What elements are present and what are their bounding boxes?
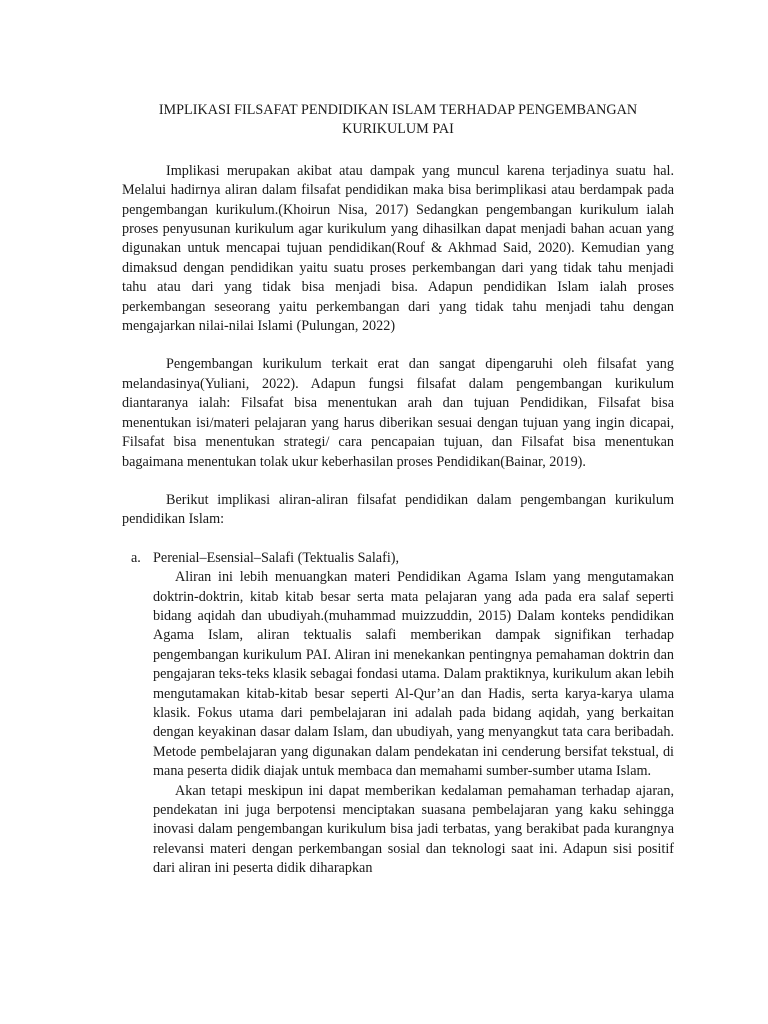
document-title: IMPLIKASI FILSAFAT PENDIDIKAN ISLAM TERHADAP PENGEMBANGAN KURIKULUM PAI <box>158 102 638 138</box>
list-item-heading: Perenial–Esensial–Salafi (Tektualis Salafi), <box>153 549 400 566</box>
list-item-paragraph: Akan tetapi meskipun ini dapat memberikan kedalaman pemahaman terhadap ajaran, pendekatan ini juga berpotensi menciptakan suasana pembelajaran yang kaku sehingga inovasi dalam pengembangan kurikulum bisa jadi terbatas, yang berakibat pada kurangnya relevansi materi dengan perkembangan sosial dan teknologi saat ini. Adapun sisi positif dari aliran ini peserta didik diharapkan <box>153 782 674 877</box>
curriculum-philosophy-paragraph: Pengembangan kurikulum terkait erat dan sangat dipengaruhi oleh filsafat yang melandasinya(Yuliani, 2022). Adapun fungsi filsafat dalam pengembangan kurikulum diantaranya ialah: Filsafat bisa menentukan arah dan tujuan Pendidikan, Filsafat bisa menentukan isi/materi pelajaran yang harus diberikan sesuai dengan tujuan yang ingin dicapai, Filsafat bisa menentukan strategi/ cara pencapaian tujuan, dan Filsafat bisa menentukan bagaimana menentukan tolak ukur keberhasilan proses Pendidikan(Bainar, 2019). <box>122 356 674 470</box>
list-intro-paragraph: Berikut implikasi aliran-aliran filsafat pendidikan dalam pengembangan kurikulum pendidikan Islam: <box>122 491 674 528</box>
list-item-marker: a. <box>131 549 141 566</box>
list-item-paragraph: Aliran ini lebih menuangkan materi Pendidikan Agama Islam yang mengutamakan doktrin-doktrin, kitab kitab besar serta mata pelajaran yang ada pada era salaf seperti bidang aqidah dan ubudiyah.(muhammad muizzuddin, 2015) Dalam konteks pendidikan Agama Islam, aliran tektualis salafi memberikan dampak signifikan terhadap pengembangan kurikulum PAI. Aliran ini menekankan pentingnya pemahaman doktrin dan pengajaran teks-teks klasik sebagai fondasi utama. Dalam praktiknya, kurikulum akan lebih mengutamakan kitab-kitab besar seperti Al-Qur’an dan Hadis, serta karya-karya ulama klasik. Fokus utama dari pembelajaran ini adalah pada bidang aqidah, yang berkaitan dengan keyakinan dasar dalam Islam, dan ubudiyah, yang menyangkut tata cara beribadah. Metode pembelajaran yang digunakan dalam pendekatan ini cenderung bersifat tekstual, di mana peserta didik diajak untuk membaca dan memahami sumber-sumber utama Islam. <box>153 569 674 780</box>
document-body <box>122 101 674 879</box>
intro-paragraph: Implikasi merupakan akibat atau dampak yang muncul karena terjadinya suatu hal. Melalui hadirnya aliran dalam filsafat pendidikan maka bisa berimplikasi atau berdampak pada pengembangan kurikulum.(Khoirun Nisa, 2017) Sedangkan pengembangan kurikulum ialah proses penyusunan kurikulum agar kurikulum yang dihasilkan dapat menjadi bahan acuan yang digunakan untuk mencapai tujuan pendidikan(Rouf & Akhmad Said, 2020). Kemudian yang dimaksud dengan pendidikan yaitu suatu proses perkembangan dari yang tidak tahu menjadi tahu atau dari yang tidak bisa menjadi bisa. Adapun pendidikan Islam ialah proses perkembangan seseorang yaitu perkembangan dari yang tidak tahu menjadi tahu dengan mengajarkan nilai-nilai Islami (Pulungan, 2022) <box>122 162 674 335</box>
philosophy-streams-list <box>122 549 674 879</box>
list-item <box>122 549 674 879</box>
